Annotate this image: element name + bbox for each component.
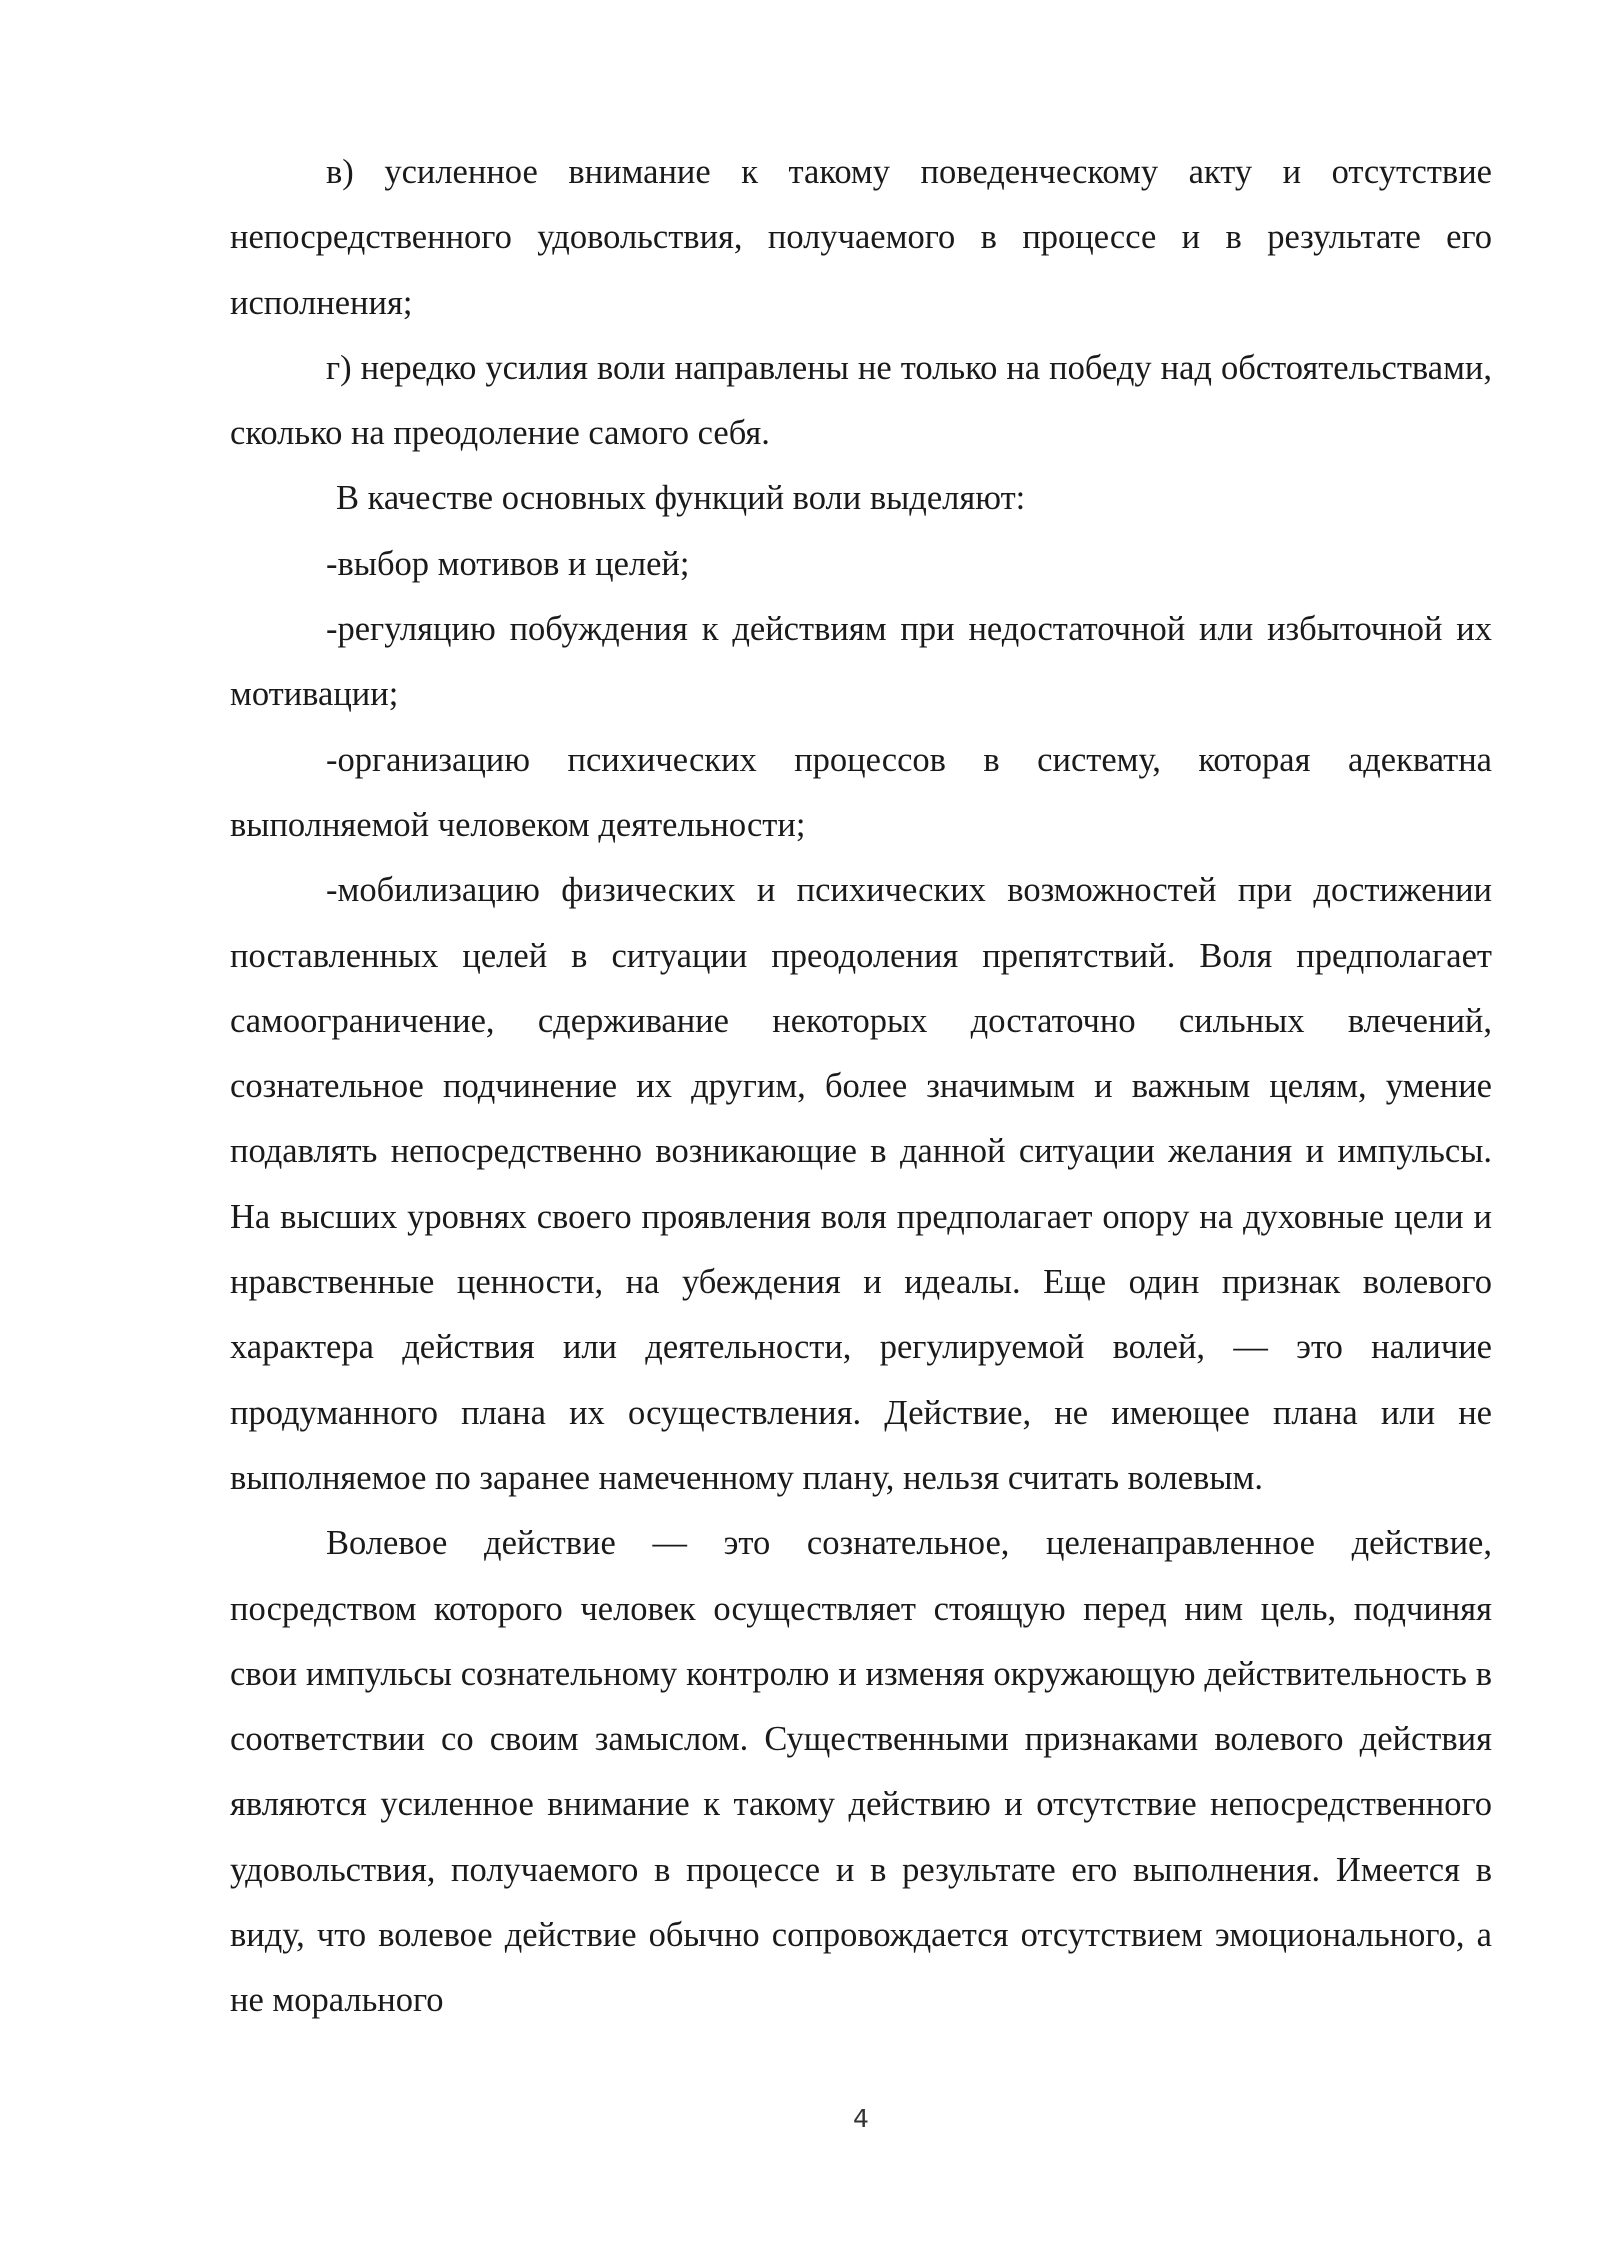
paragraph-item-v: в) усиленное внимание к такому поведенческому акту и отсутствие непосредственного удовольствия, получаемого в процессе и в результате его исполнения; bbox=[230, 153, 1492, 322]
paragraph-volitional-action: Волевое действие — это сознательное, целенаправленное действие, посредством которого человек осуществляет стоящую перед ним цель, подчиняя свои импульсы сознательному контролю и изменяя окружающую действительность в соответствии со своим замыслом. Существенными признаками волевого действия являются усиленное внимание к такому действию и отсутствие непосредственного удовольствия, получаемого в процессе и в результате его выполнения. Имеется в виду, что волевое действие обычно сопровождается отсутствием эмоционального, а не морального bbox=[230, 1524, 1492, 2020]
body-text bbox=[230, 140, 1492, 2034]
paragraph-functions-intro: В качестве основных функций воли выделяют: bbox=[336, 479, 1026, 518]
paragraph-function-organization: -организацию психических процессов в систему, которая адекватна выполняемой человеком деятельности; bbox=[230, 740, 1492, 844]
paragraph-function-mobilization: -мобилизацию физических и психических возможностей при достижении поставленных целей в ситуации преодоления препятствий. Воля предполагает самоограничение, сдерживание некоторых достаточно сильных влечений, сознательное подчинение их другим, более значимым и важным целям, умение подавлять непосредственно возникающие в данной ситуации желания и импульсы. На высших уровнях своего проявления воля предполагает опору на духовные цели и нравственные ценности, на убеждения и идеалы. Еще один признак волевого характера действия или деятельности, регулируемой волей, — это наличие продуманного плана их осуществления. Действие, не имеющее плана или не выполняемое по заранее намеченному плану, нельзя считать волевым. bbox=[230, 871, 1492, 1497]
paragraph-function-regulation: -регуляцию побуждения к действиям при недостаточной или избыточной их мотивации; bbox=[230, 610, 1492, 714]
paragraph-item-g: г) нередко усилия воли направлены не только на победу над обстоятельствами, сколько на преодоление самого себя. bbox=[230, 348, 1492, 453]
paragraph-function-choice: -выбор мотивов и целей; bbox=[326, 544, 690, 583]
page-number: 4 bbox=[853, 2104, 869, 2133]
